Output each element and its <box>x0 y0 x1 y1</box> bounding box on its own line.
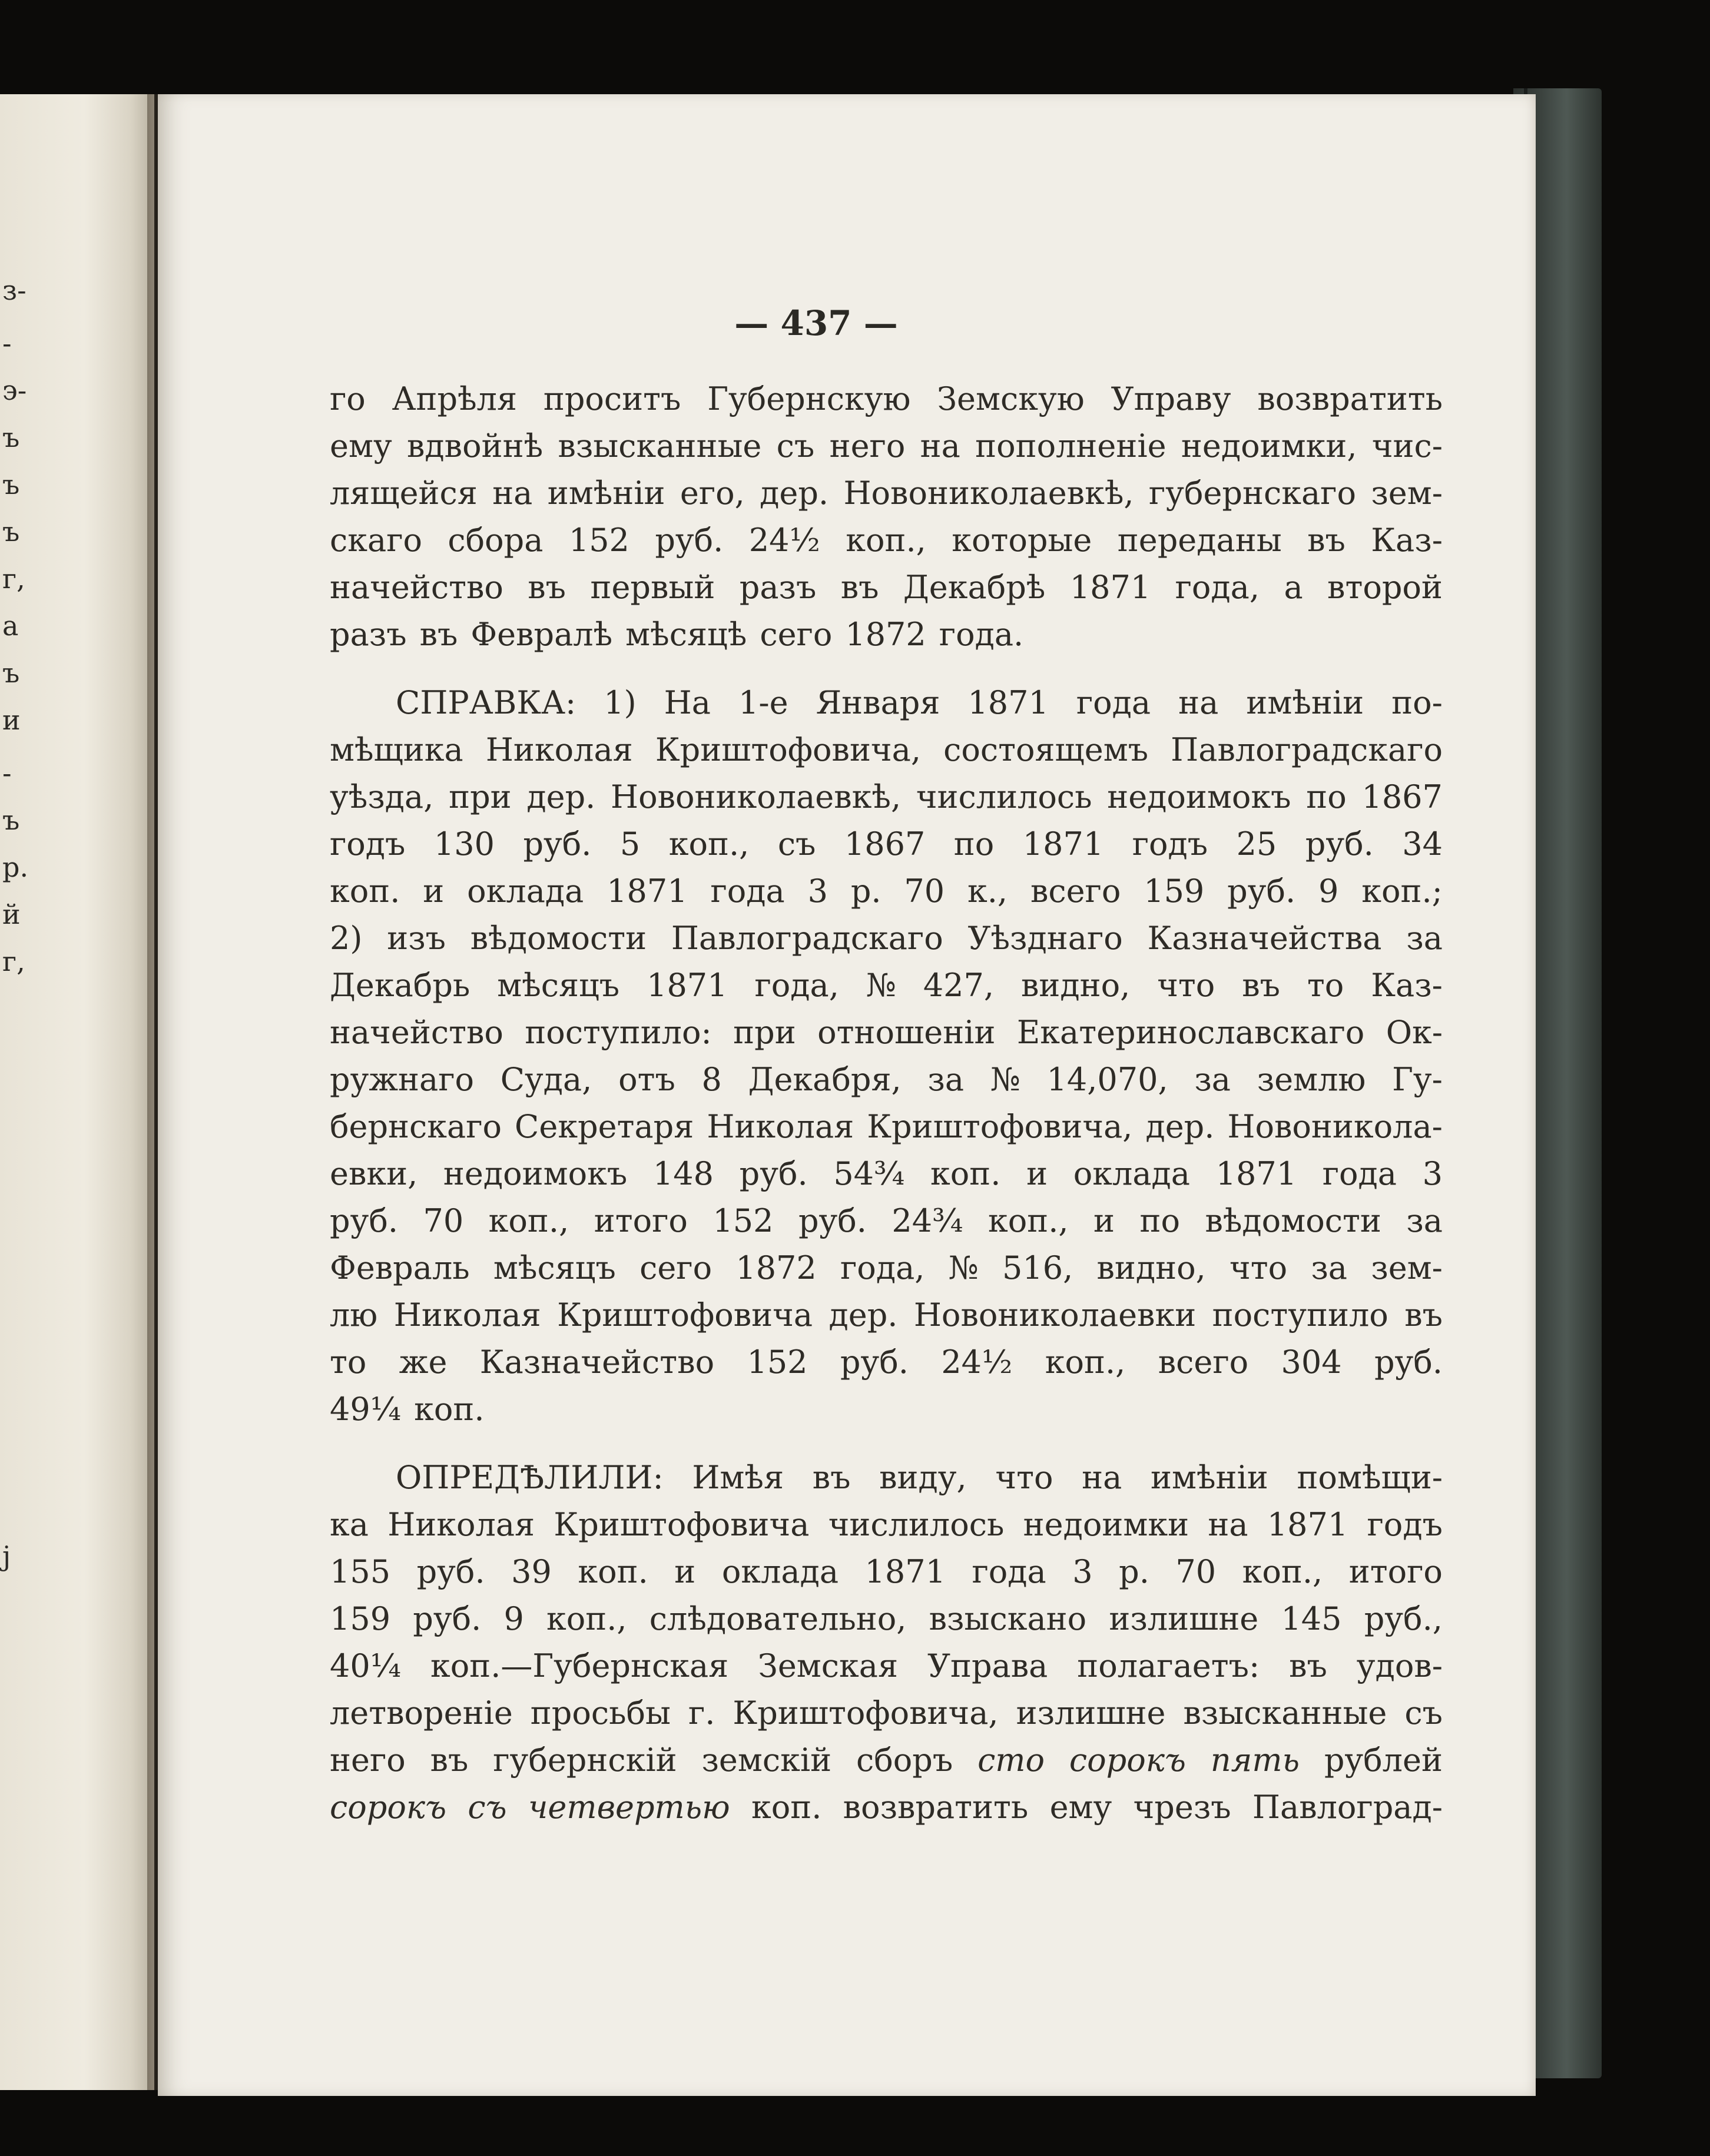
previous-page-letter: ъ <box>2 516 20 548</box>
previous-page-letter: й <box>2 898 21 930</box>
previous-page-letter: ъ <box>2 657 20 689</box>
text-line: мѣщика Николая Криштофовича, состоящемъ Павлоградскаго <box>330 731 1443 768</box>
text-line: него въ губернскій земскій сборъ сто сорокъ пять рублей <box>330 1742 1443 1779</box>
text-line: коп. и оклада 1871 года 3 р. 70 к., всего 159 руб. 9 коп.; <box>330 873 1443 910</box>
text-line: СПРАВКА: 1) На 1-е Января 1871 года на имѣніи по- <box>396 684 1443 721</box>
text-line: руб. 70 коп., итого 152 руб. 24¾ коп., и по вѣдомости за <box>330 1202 1443 1239</box>
text-line: 2) изъ вѣдомости Павлоградскаго Уѣзднаго Казначейства за <box>330 920 1443 957</box>
paragraph-gap <box>330 658 1443 679</box>
previous-page-letter: - <box>2 757 12 789</box>
text-line: 40¼ коп.—Губернская Земская Управа полагаетъ: въ удов- <box>330 1647 1443 1684</box>
previous-page-letter: ъ <box>2 422 20 453</box>
text-line: уѣзда, при дер. Новониколаевкѣ, числилось недоимокъ по 1867 <box>330 778 1443 815</box>
previous-page-edge <box>0 94 154 2090</box>
text-line: ему вдвойнѣ взысканные съ него на пополненіе недоимки, чис- <box>330 427 1443 465</box>
previous-page-letter: ъ <box>2 469 20 500</box>
text-line: сорокъ съ четвертью коп. возвратить ему чрезъ Павлоград- <box>330 1789 1443 1826</box>
text-line: то же Казначейство 152 руб. 24½ коп., всего 304 руб. <box>330 1344 1443 1381</box>
previous-page-letter: р. <box>2 851 29 883</box>
text-line: бернскаго Секретаря Николая Криштофовича, дер. Новоникола- <box>330 1108 1443 1145</box>
text-line: летвореніе просьбы г. Криштофовича, излишне взысканные съ <box>330 1694 1443 1732</box>
text-line: евки, недоимокъ 148 руб. 54¾ коп. и оклада 1871 года 3 <box>330 1155 1443 1192</box>
text-line: разъ въ Февралѣ мѣсяцѣ сего 1872 года. <box>330 616 1024 653</box>
previous-page-letter: а <box>2 610 19 642</box>
previous-page-letter: - <box>2 327 12 359</box>
previous-page-letter: э- <box>2 374 27 406</box>
text-line: ружнаго Суда, отъ 8 Декабря, за № 14,070, за землю Гу- <box>330 1061 1443 1098</box>
previous-page-letter: г, <box>2 946 25 977</box>
text-line: го Апрѣля проситъ Губернскую Земскую Управу возвратить <box>330 380 1443 417</box>
text-line: Декабрь мѣсяцъ 1871 года, № 427, видно, что въ то Каз- <box>330 967 1443 1004</box>
page-number: — 437 — <box>734 303 898 343</box>
text-line: ОПРЕДѢЛИЛИ: Имѣя въ виду, что на имѣніи помѣщи- <box>396 1459 1443 1496</box>
previous-page-letter: ъ <box>2 804 20 836</box>
previous-page-letter: ј <box>2 1540 11 1572</box>
text-line: лю Николая Криштофовича дер. Новониколаевки поступило въ <box>330 1296 1443 1334</box>
text-line: 159 руб. 9 коп., слѣдовательно, взыскано излишне 145 руб., <box>330 1600 1443 1637</box>
paragraph-gap <box>330 1433 1443 1454</box>
previous-page-letter: г, <box>2 563 25 595</box>
text-line: начейство поступило: при отношеніи Екатеринославскаго Ок- <box>330 1014 1443 1051</box>
text-line: 155 руб. 39 коп. и оклада 1871 года 3 р. 70 коп., итого <box>330 1553 1443 1590</box>
book-page <box>158 94 1536 2096</box>
text-line: лящейся на имѣніи его, дер. Новониколаевкѣ, губернскаго зем- <box>330 475 1443 512</box>
text-line: годъ 130 руб. 5 коп., съ 1867 по 1871 годъ 25 руб. 34 <box>330 825 1443 863</box>
text-line: ка Николая Криштофовича числилось недоимки на 1871 годъ <box>330 1506 1443 1543</box>
page-body <box>330 376 1443 1831</box>
previous-page-letter: и <box>2 704 21 736</box>
text-line: Февраль мѣсяцъ сего 1872 года, № 516, видно, что за зем- <box>330 1249 1443 1286</box>
text-line: скаго сбора 152 руб. 24½ коп., которые переданы въ Каз- <box>330 522 1443 559</box>
previous-page-letter: з- <box>2 274 26 306</box>
text-line: 49¼ коп. <box>330 1391 485 1428</box>
text-line: начейство въ первый разъ въ Декабрѣ 1871 года, а второй <box>330 569 1443 606</box>
